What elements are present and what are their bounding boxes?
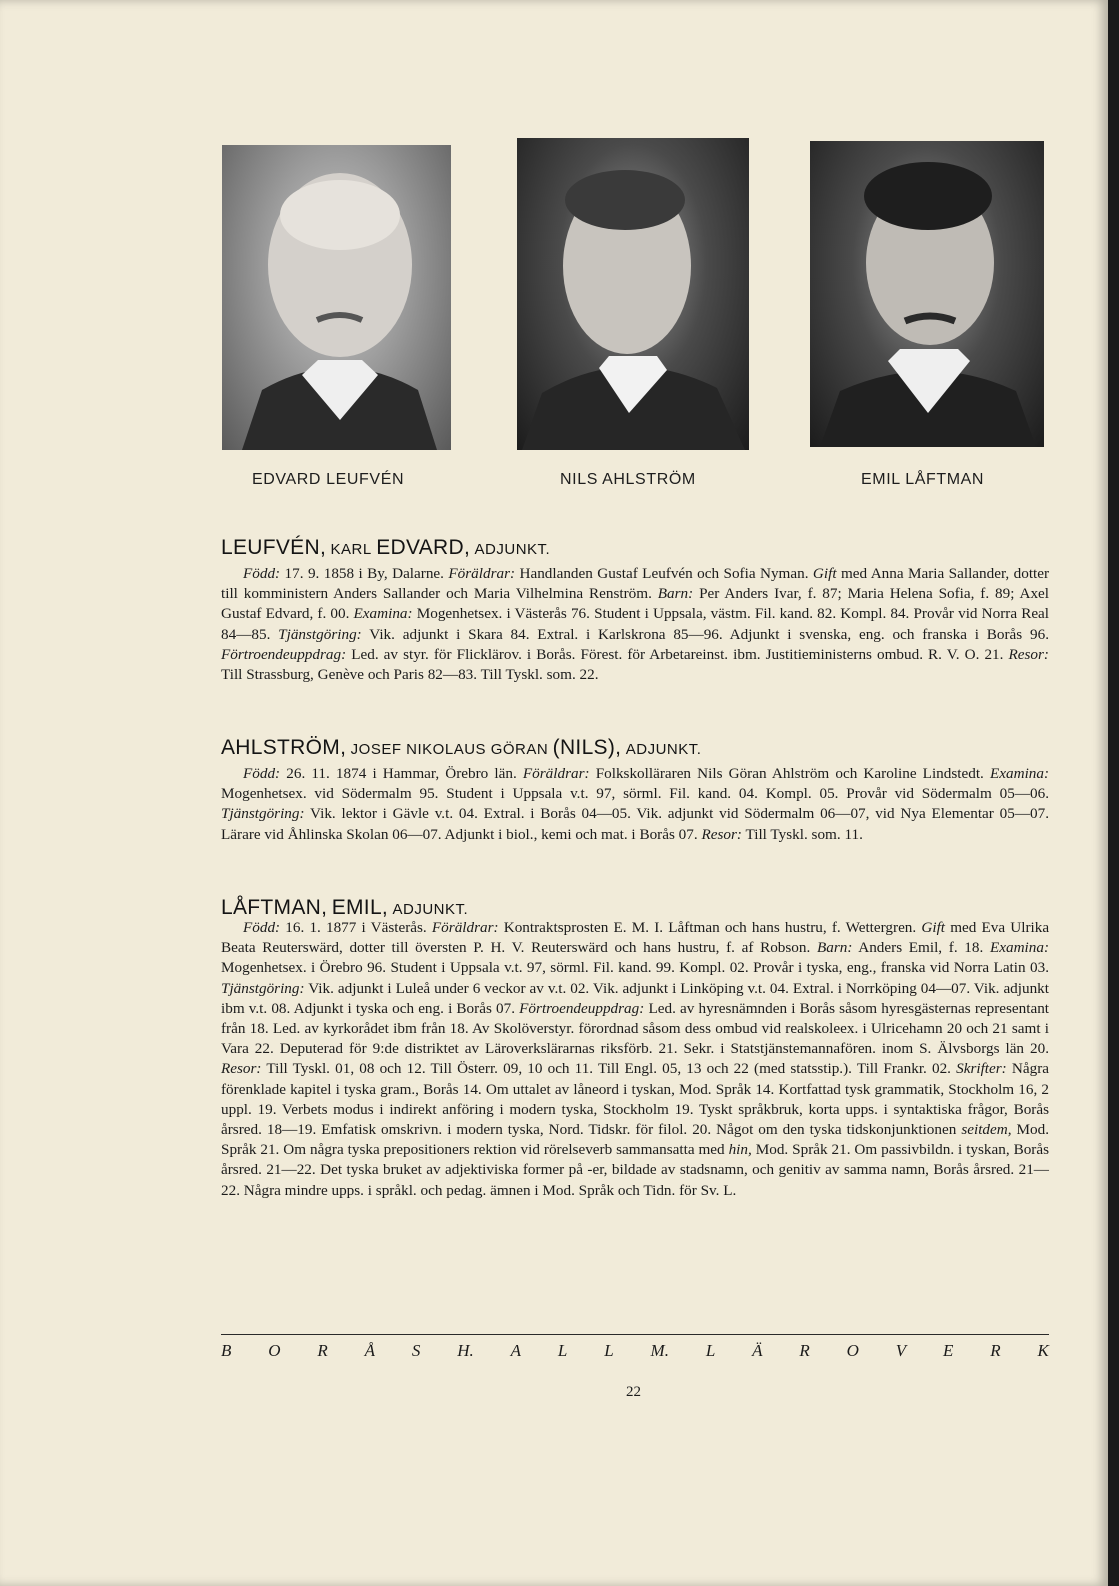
portrait-photo-leufven: [222, 145, 451, 450]
entry-body-ahlstrom: Född: 26. 11. 1874 i Hammar, Örebro län. Föräldrar: Folkskolläraren Nils Göran Ahlström och Karoline Lindstedt. Examina: Mogenhetsex. vid Södermalm 95. Student i Uppsala v.t. 97, sörml. Fil. kand. 04. Kompl. 05. Provår vid Södermalm 05—06. Tjänstgöring: Vik. lektor i Gävle v.t. 04. Extral. i Borås 04—05. Vik. adjunkt vid Södermalm 06—07, vid Nya Elementar 05—07. Lärare vid Åhlinska Skolan 06—07. Adjunkt i biol., kemi och mat. i Borås 07. Resor: Till Tyskl. som. 11.: [221, 765, 1050, 843]
footer-letter: R: [317, 1341, 328, 1360]
entry-heading-ahlstrom: AHLSTRÖM, JOSEF NIKOLAUS GÖRAN (NILS), ADJUNKT.: [221, 736, 702, 759]
footer-letter: K: [1037, 1341, 1049, 1360]
entry-body-leufven: Född: 17. 9. 1858 i By, Dalarne. Föräldrar: Handlanden Gustaf Leufvén och Sofia Nyman. Gift med Anna Maria Sallander, dotter till komministern Anders Sallander och Maria Vilhelmina Renström. Barn: Per Anders Ivar, f. 87; Maria Helena Sofia, f. 89; Axel Gustaf Edvard, f. 00. Examina: Mogenhetsex. i Västerås 76. Student i Uppsala, västm. Fil. kand. 82. Kompl. 84. Provår vid Norra Real 84—85. Tjänstgöring: Vik. adjunkt i Skara 84. Extral. i Karlskrona 85—96. Adjunkt i svenska, eng. och franska i Borås 96. Förtroendeuppdrag: Led. av styr. för Flicklärov. i Borås. Förest. för Arbetareinst. ibm. Justitieministerns ombud. R. V. O. 21. Resor: Till Strassburg, Genève och Paris 82—83. Till Tyskl. som. 22.: [221, 565, 1050, 684]
footer-letter: E: [943, 1341, 954, 1360]
footer-rule: [221, 1334, 1049, 1335]
footer-letter: V: [895, 1341, 907, 1360]
portrait-caption: EMIL LÅFTMAN: [861, 471, 985, 488]
portrait-photo-laftman: [810, 141, 1044, 447]
footer-letter: Ä: [752, 1341, 763, 1360]
footer-letter: A: [510, 1341, 522, 1360]
portrait-caption: NILS AHLSTRÖM: [560, 471, 696, 488]
footer-letter: O: [268, 1341, 281, 1360]
footer-letter: R: [799, 1341, 810, 1360]
footer-letter: R: [990, 1341, 1001, 1360]
portrait-caption: EDVARD LEUFVÉN: [252, 471, 405, 488]
portrait-figure-icon: [222, 145, 451, 450]
page-number: 22: [626, 1384, 641, 1400]
footer-letter: Å: [364, 1341, 376, 1360]
footer-running-title: [221, 1341, 1049, 1361]
footer-letter: B: [221, 1341, 232, 1360]
entry-heading-laftman: LÅFTMAN, EMIL, ADJUNKT.: [221, 896, 469, 919]
footer-letter: H.: [457, 1341, 474, 1360]
footer-letter: S: [411, 1341, 421, 1360]
portrait-photo-ahlstrom: [517, 138, 749, 450]
entry-body-laftman: Född: 16. 1. 1877 i Västerås. Föräldrar: Kontraktsprosten E. M. I. Låftman och hans hustru, f. Wettergren. Gift med Eva Ulrika Beata Reuterswärd, dotter till översten P. H. V. Reuterswärd och hans hustru, f. af Robson. Barn: Anders Emil, f. 18. Examina: Mogenhetsex. i Örebro 96. Student i Uppsala v.t. 97, sörml. Fil. kand. 99. Kompl. 02. Provår i tyska, eng., franska vid Norra Latin 03. Tjänstgöring: Vik. adjunkt i Luleå under 6 veckor av v.t. 02. Vik. adjunkt i Linköping v.t. 04. Extral. i Norrköping 04—07. Vik. adjunkt ibm v.t. 08. Adjunkt i tyska och eng. i Borås 07. Förtroendeuppdrag: Led. av hyresnämnden i Borås såsom hyresgästernas representant från 18. Led. av kyrkorådet ibm från 18. Av Skolöverstyr. förordnad såsom dess ombud vid realskoleex. i Ulricehamn 20 och 21 samt i Vara 22. Deputerad för 9:de distriktet av Läroverkslärarnas riksförb. 21. Sekr. i Statstjänstemannafören. inom S. Älvsborgs län 20. Resor: Till Tyskl. 01, 08 och 12. Till Österr. 09, 10 och 11. Till Engl. 05, 13 och 22 (med statsstip.). Till Frankr. 02. Skrifter: Några förenklade kapitel i tyska gram., Borås 14. Om uttalet av låneord i tyskan, Mod. Språk 14. Kortfattad tysk grammatik, Stockholm 16, 2 uppl. 19. Verbets modus i indirekt anföring i modern tyska, Stockholm 19. Tyskt språkbruk, korta upps. i syntaktiska frågor, Borås årsred. 18—19. Emfatisk omskrivn. i modern tyska, Nord. Tidskr. för filol. 20. Något om den tyska tidskonjunktionen seitdem, Mod. Språk 21. Om några tyska prepositioners rektion vid rörelseverb sammansatta med hin, Mod. Språk 21. Om passivbildn. i tyskan, Borås årsred. 21—22. Det tyska bruket av adjektiviska former på -er, bildade av stadsnamn, och genitiv av samma namn, Borås årsred. 21—22. Några mindre upps. i språkl. och pedag. ämnen i Mod. Språk och Tidn. för Sv. L.: [221, 919, 1050, 1199]
footer-letter: L: [705, 1341, 716, 1360]
footer-letter: M.: [650, 1341, 669, 1360]
footer-letter: L: [557, 1341, 568, 1360]
footer-letter: L: [604, 1341, 614, 1360]
portrait-figure-icon: [810, 141, 1044, 447]
portrait-figure-icon: [517, 138, 749, 450]
entry-heading-leufven: LEUFVÉN, KARL EDVARD, ADJUNKT.: [221, 536, 551, 559]
footer-letter: O: [846, 1341, 859, 1360]
